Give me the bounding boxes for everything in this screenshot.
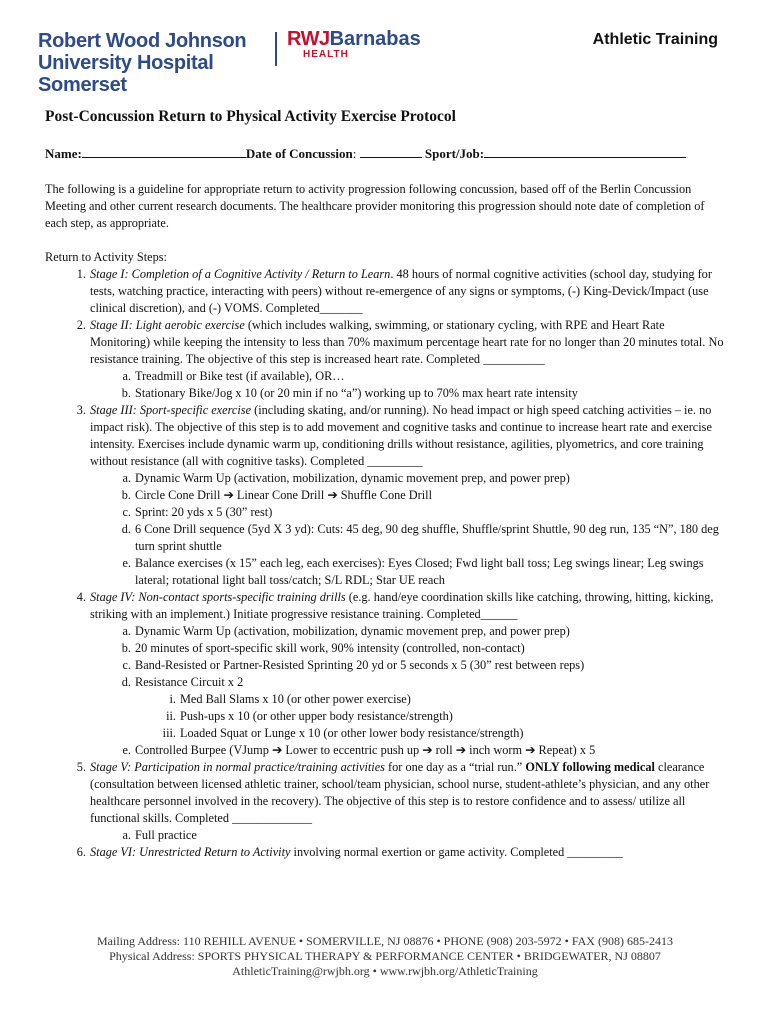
substep-letter: a. bbox=[122, 624, 131, 638]
step-item bbox=[76, 844, 727, 861]
footer-physical-address: Physical Address: SPORTS PHYSICAL THERAPY & PERFORMANCE CENTER • BRIDGEWATER, NJ 08807 bbox=[109, 949, 661, 963]
circuit-numeral: ii. bbox=[166, 709, 176, 723]
substep-item bbox=[122, 623, 727, 640]
step-text: (including skating, and/or running). No head impact or high speed catching activities – ie. no impact risk). The objective of this step is to add movement and cognitive tasks and continue to increase heart rate and exercise intensity. Exercises include dynamic warm up, conditioning drills without resistance, agilities, plyometrics, and core training without resistance (all with cognitive tasks). Completed _________ bbox=[90, 403, 712, 468]
substep-item bbox=[122, 470, 727, 487]
footer bbox=[0, 934, 770, 979]
substep-letter: e. bbox=[122, 743, 131, 757]
circuit-numeral: iii. bbox=[162, 726, 176, 740]
substep-letter: e. bbox=[122, 556, 131, 570]
document-title: Post-Concussion Return to Physical Activity Exercise Protocol bbox=[45, 108, 456, 125]
logo-line-2: University Hospital bbox=[38, 52, 214, 74]
substep-item bbox=[122, 555, 727, 589]
substep-text: Dynamic Warm Up (activation, mobilization, dynamic movement prep, and power prep) bbox=[135, 471, 570, 485]
step-item bbox=[76, 317, 727, 402]
substep-letter: a. bbox=[122, 471, 131, 485]
substep-text: Band-Resisted or Partner-Resisted Sprinting 20 yd or 5 seconds x 5 (30” rest between reps) bbox=[135, 658, 585, 672]
substep-text: Resistance Circuit x 2 bbox=[135, 675, 244, 689]
circuit-item bbox=[162, 725, 727, 742]
footer-mailing-address: Mailing Address: 110 REHILL AVENUE • SOMERVILLE, NJ 08876 • PHONE (908) 203-5972 • FAX (908) 685-2413 bbox=[97, 934, 673, 948]
sport-field[interactable] bbox=[484, 146, 686, 158]
step-item bbox=[76, 266, 727, 317]
substep-item bbox=[122, 504, 727, 521]
substep-text: Balance exercises (x 15” each leg, each exercises): Eyes Closed; Fwd light ball toss; Leg swings linear; Leg swings lateral; rotational light ball toss/catch; S/L RDL; Star UE reach bbox=[135, 556, 704, 587]
logo-health: HEALTH bbox=[303, 49, 349, 60]
logo-line-3: Somerset bbox=[38, 74, 127, 96]
logo-rwj: RWJ bbox=[287, 28, 330, 50]
step-text: (which includes walking, swimming, or stationary cycling, with RPE and Heart Rate Monitoring) while keeping the intensity to less than 70% maximum percentage heart rate for no longer than 20 minutes total. No resistance training. The objective of this step is increased heart rate. Completed __________ bbox=[90, 318, 724, 366]
steps-heading: Return to Activity Steps: bbox=[45, 250, 167, 264]
substep-list bbox=[90, 827, 727, 844]
sport-label: Sport/Job: bbox=[424, 146, 485, 161]
logo-divider bbox=[275, 32, 277, 66]
step-text: clearance (consultation between licensed athletic trainer, school/team physician, school nurse, student-athlete’s physician, and any other healthcare personnel involved in the recovery). The objective of this step is to restore confidence and to assess/ utilize all functional skills. Completed _____________ bbox=[90, 760, 710, 825]
substep-text: Controlled Burpee (VJump ➔ Lower to eccentric push up ➔ roll ➔ inch worm ➔ Repeat) x 5 bbox=[135, 743, 596, 757]
circuit-list bbox=[135, 691, 727, 742]
step-text: . 48 hours of normal cognitive activities (school day, studying for tests, watching practice, interacting with peers) without re-emergence of any signs or symptoms, (-) King-Devick/Impact (use clinical discretion), and (-) VOMS. Completed_______ bbox=[90, 267, 712, 315]
stage-title: Stage VI: Unrestricted Return to Activity bbox=[90, 845, 291, 859]
circuit-text: Loaded Squat or Lunge x 10 (or other lower body resistance/strength) bbox=[180, 726, 524, 740]
substep-text: Stationary Bike/Jog x 10 (or 20 min if no “a”) working up to 70% max heart rate intensity bbox=[135, 386, 578, 400]
date-colon: : bbox=[352, 146, 357, 161]
step-item bbox=[76, 589, 727, 759]
circuit-item bbox=[169, 691, 727, 708]
substep-letter: d. bbox=[121, 522, 131, 536]
substep-text: 6 Cone Drill sequence (5yd X 3 yd): Cuts: 45 deg, 90 deg shuffle, Shuffle/sprint Shuttle, 90 deg run, 135 “N”, 180 deg turn sprint shuttle bbox=[135, 522, 719, 553]
substep-item bbox=[122, 827, 727, 844]
step-text: involving normal exertion or game activity. Completed _________ bbox=[290, 845, 623, 859]
stage-title: Stage V: Participation in normal practice/training activities bbox=[90, 760, 385, 774]
name-field[interactable] bbox=[82, 146, 246, 158]
substep-letter: a. bbox=[122, 369, 131, 383]
intro-paragraph: The following is a guideline for appropriate return to activity progression following concussion, based off of the Berlin Concussion Meeting and other current research documents. The healthcare provider monitoring this progression should note date of completion of each step, as appropriate. bbox=[45, 182, 705, 230]
substep-text: Circle Cone Drill ➔ Linear Cone Drill ➔ Shuffle Cone Drill bbox=[135, 488, 433, 502]
department-label: Athletic Training bbox=[592, 31, 718, 48]
substep-list bbox=[90, 623, 727, 759]
substep-item bbox=[121, 640, 727, 657]
substep-item bbox=[121, 521, 727, 555]
substep-text: Dynamic Warm Up (activation, mobilization, dynamic movement prep, and power prep) bbox=[135, 624, 570, 638]
step-number: 5. bbox=[76, 760, 86, 774]
substep-letter: c. bbox=[122, 505, 131, 519]
substep-letter: a. bbox=[122, 828, 131, 842]
step-item bbox=[76, 759, 727, 844]
substep-list bbox=[90, 470, 727, 589]
rwjbarnabas-logo bbox=[287, 28, 421, 60]
step-number: 3. bbox=[76, 403, 86, 417]
date-field[interactable] bbox=[360, 146, 422, 158]
step-number: 1. bbox=[76, 267, 86, 281]
substep-letter: c. bbox=[122, 658, 131, 672]
substep-text: Treadmill or Bike test (if available), OR… bbox=[135, 369, 345, 383]
circuit-text: Push-ups x 10 (or other upper body resistance/strength) bbox=[180, 709, 453, 723]
stage-title: Stage IV: Non-contact sports-specific training drills bbox=[90, 590, 346, 604]
patient-fields bbox=[45, 146, 686, 162]
substep-item bbox=[121, 674, 727, 742]
step-text: (e.g. hand/eye coordination skills like catching, throwing, hitting, kicking, striking with an implement.) Initiate progressive resistance training. Completed______ bbox=[90, 590, 714, 621]
stage-title: Stage III: Sport-specific exercise bbox=[90, 403, 252, 417]
circuit-item bbox=[166, 708, 727, 725]
step-text: for one day as a “trial run.” bbox=[384, 760, 526, 774]
stage-title: Stage I: Completion of a Cognitive Activity / Return to Learn bbox=[90, 267, 391, 281]
substep-letter: b. bbox=[121, 488, 131, 502]
protocol-body bbox=[45, 181, 727, 861]
step-item bbox=[76, 402, 727, 589]
substep-item bbox=[122, 742, 727, 759]
circuit-text: Med Ball Slams x 10 (or other power exercise) bbox=[180, 692, 411, 706]
substep-item bbox=[121, 487, 727, 504]
footer-contact: AthleticTraining@rwjbh.org • www.rwjbh.org/AthleticTraining bbox=[232, 964, 538, 978]
circuit-numeral: i. bbox=[169, 692, 176, 706]
logo-barnabas: Barnabas bbox=[329, 28, 421, 50]
substep-text: Sprint: 20 yds x 5 (30” rest) bbox=[135, 505, 273, 519]
substep-letter: b. bbox=[121, 386, 131, 400]
substep-item bbox=[122, 657, 727, 674]
step-number: 4. bbox=[76, 590, 86, 604]
hospital-logo bbox=[38, 30, 246, 96]
name-label: Name: bbox=[45, 146, 82, 161]
step-emphasis: ONLY following medical bbox=[525, 760, 655, 774]
substep-list bbox=[90, 368, 727, 402]
stage-title: Stage II: Light aerobic exercise bbox=[90, 318, 245, 332]
substep-text: Full practice bbox=[135, 828, 197, 842]
steps-list bbox=[45, 266, 727, 861]
substep-item bbox=[122, 368, 727, 385]
substep-item bbox=[121, 385, 727, 402]
logo-line-1: Robert Wood Johnson bbox=[38, 30, 247, 52]
substep-text: 20 minutes of sport-specific skill work, 90% intensity (controlled, non-contact) bbox=[135, 641, 525, 655]
substep-letter: b. bbox=[121, 641, 131, 655]
date-label: Date of Concussion bbox=[245, 146, 353, 161]
substep-letter: d. bbox=[121, 675, 131, 689]
step-number: 6. bbox=[76, 845, 86, 859]
step-number: 2. bbox=[76, 318, 86, 332]
